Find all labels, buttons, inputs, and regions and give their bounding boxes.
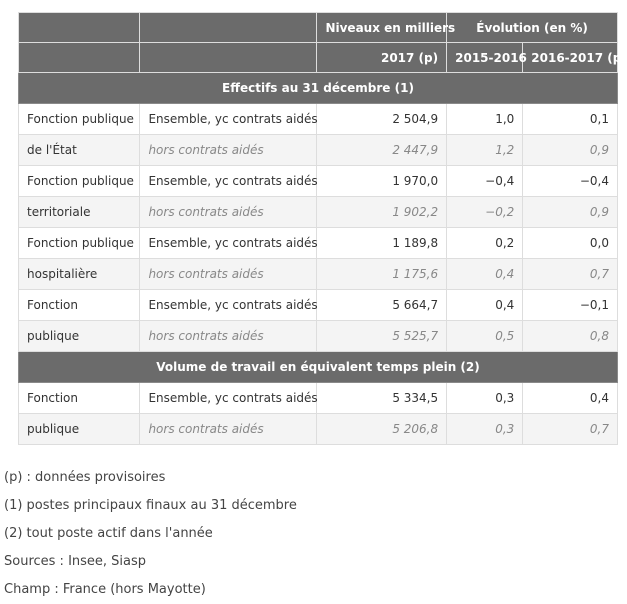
value-cell: 1 175,6	[317, 259, 447, 290]
section-title: Volume de travail en équivalent temps plein (2)	[19, 352, 618, 383]
value-cell: 1 970,0	[317, 166, 447, 197]
table-row	[19, 259, 618, 290]
evolution-2016-2017-cell: 0,8	[523, 321, 618, 352]
evolution-2015-2016-cell: 0,2	[447, 228, 523, 259]
value-cell: 5 525,7	[317, 321, 447, 352]
evolution-2015-2016-cell: −0,2	[447, 197, 523, 228]
table-row	[19, 166, 618, 197]
header-evolution: Évolution (en %)	[447, 13, 618, 43]
header-empty-cell	[19, 13, 140, 43]
row-scope-cell: Ensemble, yc contrats aidés	[140, 290, 317, 321]
row-scope-cell: hors contrats aidés	[140, 321, 317, 352]
evolution-2015-2016-cell: 0,3	[447, 414, 523, 445]
evolution-2015-2016-cell: −0,4	[447, 166, 523, 197]
evolution-2016-2017-cell: 0,7	[523, 414, 618, 445]
table-row	[19, 104, 618, 135]
footnotes	[4, 464, 297, 604]
footnote-line: Sources : Insee, Siasp	[4, 554, 147, 569]
value-cell: 2 447,9	[317, 135, 447, 166]
header-empty-cell	[140, 43, 317, 73]
table-row	[19, 321, 618, 352]
evolution-2016-2017-cell: 0,9	[523, 197, 618, 228]
table-header	[19, 13, 627, 73]
evolution-2015-2016-cell: 0,3	[447, 383, 523, 414]
row-scope-cell: hors contrats aidés	[140, 135, 317, 166]
evolution-2016-2017-cell: 0,4	[523, 383, 618, 414]
value-cell: 2 504,9	[317, 104, 447, 135]
evolution-2016-2017-cell: 0,1	[523, 104, 618, 135]
value-cell: 5 206,8	[317, 414, 447, 445]
section-header-row	[19, 73, 618, 104]
evolution-2015-2016-cell: 0,4	[447, 290, 523, 321]
row-scope-cell: hors contrats aidés	[140, 259, 317, 290]
value-cell: 1 189,8	[317, 228, 447, 259]
evolution-2015-2016-cell: 0,4	[447, 259, 523, 290]
value-cell: 1 902,2	[317, 197, 447, 228]
value-cell: 5 664,7	[317, 290, 447, 321]
evolution-2015-2016-cell: 1,0	[447, 104, 523, 135]
row-scope-cell: Ensemble, yc contrats aidés	[140, 166, 317, 197]
row-label-cell: Fonction publique	[19, 228, 140, 259]
row-label-cell: territoriale	[19, 197, 140, 228]
value-cell: 5 334,5	[317, 383, 447, 414]
row-label-cell: de l'État	[19, 135, 140, 166]
row-scope-cell: hors contrats aidés	[140, 414, 317, 445]
row-label-cell: Fonction	[19, 290, 140, 321]
evolution-2015-2016-cell: 1,2	[447, 135, 523, 166]
header-year: 2017 (p)	[317, 43, 447, 73]
footnote-line: Champ : France (hors Mayotte)	[4, 582, 206, 597]
evolution-2016-2017-cell: −0,4	[523, 166, 618, 197]
footnote-line: (p) : données provisoires	[4, 470, 166, 485]
evolution-2016-2017-cell: 0,9	[523, 135, 618, 166]
header-niveaux: Niveaux en milliers	[317, 13, 447, 43]
table-body	[19, 73, 618, 445]
section-header-row	[19, 352, 618, 383]
row-scope-cell: Ensemble, yc contrats aidés	[140, 104, 317, 135]
row-scope-cell: Ensemble, yc contrats aidés	[140, 383, 317, 414]
table-row	[19, 290, 618, 321]
employment-table	[18, 12, 627, 445]
table-row	[19, 414, 618, 445]
table-row	[19, 228, 618, 259]
table-row	[19, 383, 618, 414]
header-period-1: 2015-2016	[447, 43, 523, 73]
row-scope-cell: Ensemble, yc contrats aidés	[140, 228, 317, 259]
row-label-cell: publique	[19, 321, 140, 352]
row-label-cell: Fonction publique	[19, 104, 140, 135]
row-scope-cell: hors contrats aidés	[140, 197, 317, 228]
header-empty-cell	[19, 43, 140, 73]
row-label-cell: publique	[19, 414, 140, 445]
section-title: Effectifs au 31 décembre (1)	[19, 73, 618, 104]
footnote-line: (1) postes principaux finaux au 31 décembre	[4, 498, 297, 513]
row-label-cell: Fonction	[19, 383, 140, 414]
table-row	[19, 135, 618, 166]
evolution-2016-2017-cell: 0,7	[523, 259, 618, 290]
evolution-2016-2017-cell: 0,0	[523, 228, 618, 259]
header-period-2: 2016-2017 (p)	[523, 43, 618, 73]
header-empty-cell	[140, 13, 317, 43]
evolution-2015-2016-cell: 0,5	[447, 321, 523, 352]
evolution-2016-2017-cell: −0,1	[523, 290, 618, 321]
table-row	[19, 197, 618, 228]
row-label-cell: hospitalière	[19, 259, 140, 290]
row-label-cell: Fonction publique	[19, 166, 140, 197]
footnote-line: (2) tout poste actif dans l'année	[4, 526, 213, 541]
